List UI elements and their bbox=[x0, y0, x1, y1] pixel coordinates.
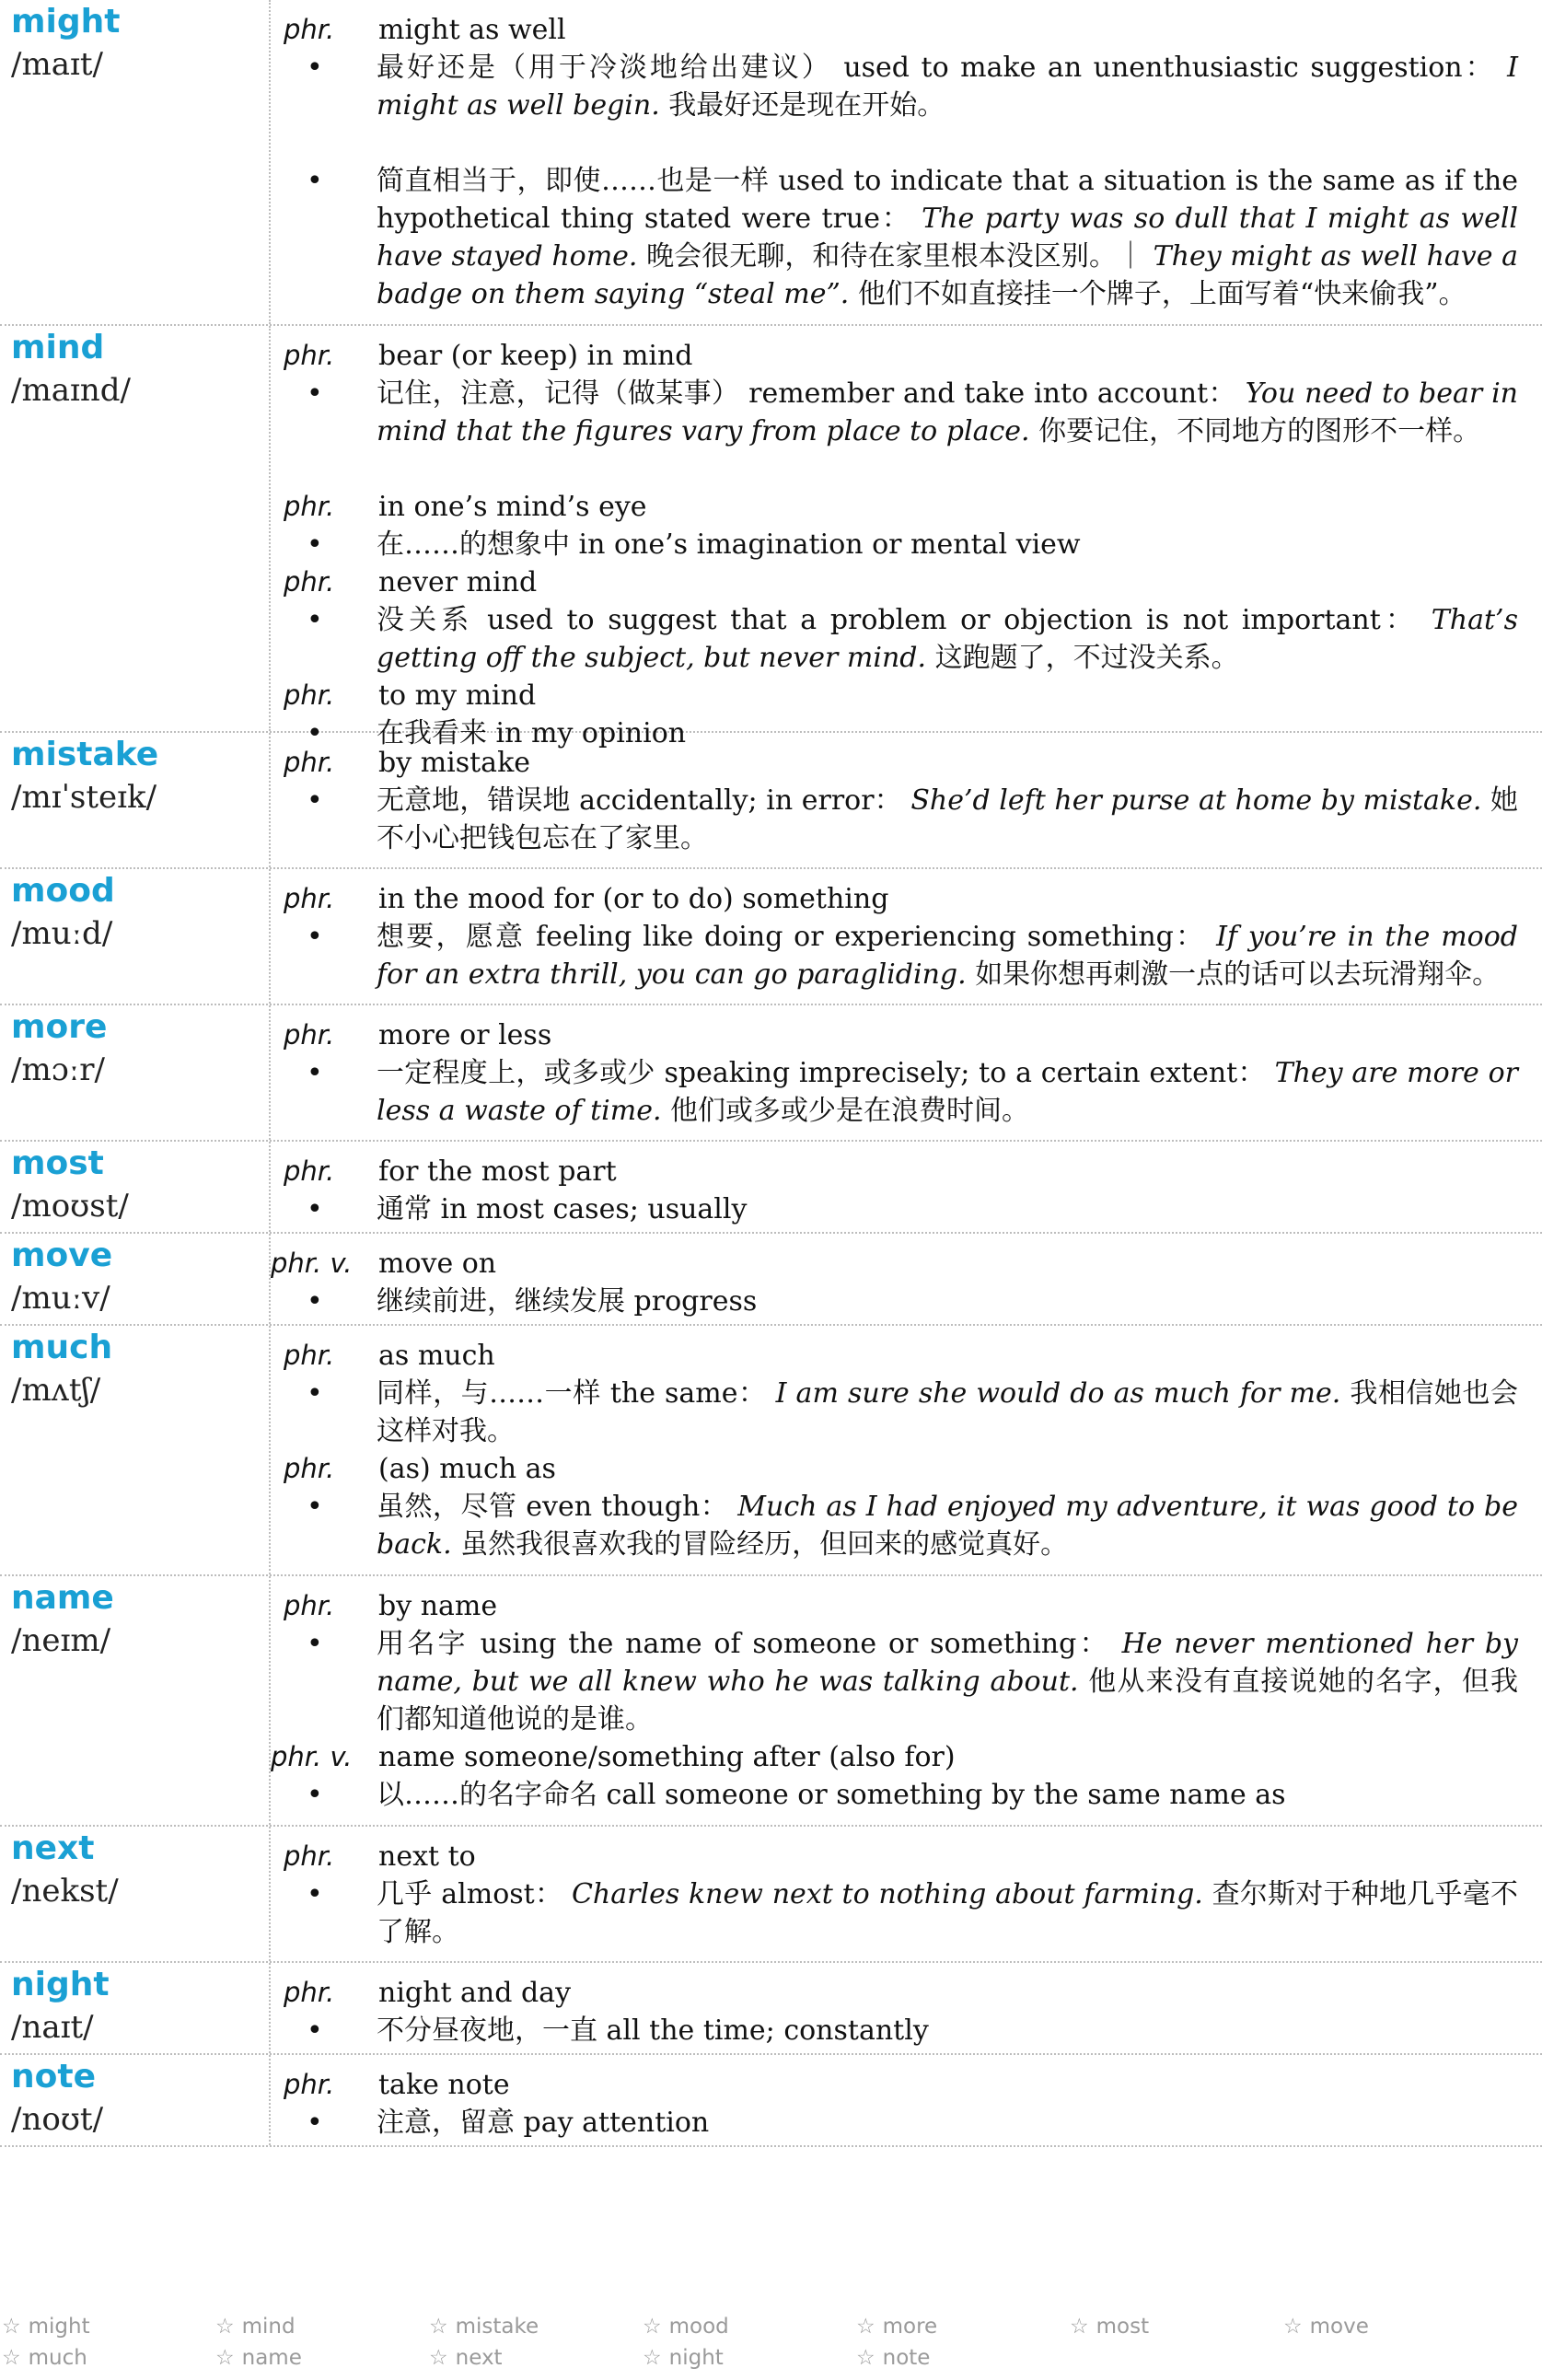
part-of-speech-label: phr. bbox=[284, 491, 335, 522]
pronunciation: /mʌtʃ/ bbox=[11, 1372, 101, 1409]
definition-zh: 一定程度上，或多或少 bbox=[377, 1057, 655, 1089]
index-link-next[interactable] bbox=[429, 2344, 503, 2372]
index-link-move[interactable] bbox=[1283, 2313, 1369, 2340]
example-zh: 他们或多或少是在浪费时间。 bbox=[670, 1095, 1030, 1127]
index-word: move bbox=[1309, 2315, 1369, 2339]
bullet-icon: • bbox=[307, 1628, 323, 1660]
bullet-icon: • bbox=[307, 2014, 323, 2047]
phrase-line bbox=[0, 880, 1542, 918]
part-of-speech-label: phr. bbox=[284, 1590, 335, 1621]
bullet-icon: • bbox=[307, 604, 323, 636]
phrase-line bbox=[0, 1245, 1542, 1283]
part-of-speech-label: phr. v. bbox=[271, 1248, 353, 1279]
part-of-speech-label: phr. bbox=[284, 1977, 335, 2008]
pronunciation: /muːv/ bbox=[11, 1280, 110, 1317]
phrase: in the mood for (or to do) something bbox=[378, 883, 889, 915]
definition bbox=[377, 1054, 1518, 1130]
example-zh: 她不小心把钱包忘在了家里。 bbox=[377, 784, 1518, 854]
example-en: The party was so dull that I might as well have stayed home. bbox=[377, 203, 1519, 273]
part-of-speech-label: phr. bbox=[284, 2069, 335, 2100]
definition-zh: 最好还是（用于冷淡地给出建议） bbox=[377, 52, 832, 84]
headword[interactable]: next bbox=[11, 1829, 95, 1867]
headword[interactable]: mistake bbox=[11, 736, 159, 773]
phrase-line bbox=[0, 563, 1542, 601]
phrase-line bbox=[0, 1337, 1542, 1375]
pronunciation: /naɪt/ bbox=[11, 2009, 94, 2046]
bullet-icon: • bbox=[307, 377, 323, 410]
pronunciation: /maɪnd/ bbox=[11, 372, 131, 409]
headword[interactable]: more bbox=[11, 1008, 108, 1046]
index-link-note[interactable] bbox=[856, 2344, 930, 2372]
phrase-line bbox=[0, 11, 1542, 49]
definition-zh: 无意地，错误地 bbox=[377, 784, 571, 817]
definition-en: speaking imprecisely; to a certain extent： bbox=[664, 1057, 1266, 1089]
phrase-line bbox=[0, 1153, 1542, 1190]
definition bbox=[377, 601, 1518, 677]
definition-en: using the name of someone or something： bbox=[480, 1628, 1110, 1660]
star-icon: ☆ bbox=[1070, 2315, 1089, 2339]
index-link-night[interactable] bbox=[643, 2344, 724, 2372]
entry-might bbox=[0, 0, 1542, 326]
headword[interactable]: might bbox=[11, 3, 121, 41]
definition-en: remember and take into account： bbox=[748, 377, 1236, 410]
definition-zh: 虽然，尽管 bbox=[377, 1491, 517, 1523]
bullet-icon: • bbox=[307, 717, 323, 749]
part-of-speech-label: phr. bbox=[284, 566, 335, 598]
example-zh: 你要记住，不同地方的图形不一样。 bbox=[1038, 415, 1481, 447]
headword[interactable]: mood bbox=[11, 872, 115, 910]
headword[interactable]: name bbox=[11, 1579, 114, 1617]
phrase: by mistake bbox=[378, 747, 530, 779]
entry-name bbox=[0, 1576, 1542, 1827]
definition bbox=[377, 375, 1518, 450]
phrase: (as) much as bbox=[378, 1453, 556, 1485]
definition-zh: 记住，注意，记得（做某事） bbox=[377, 377, 740, 410]
index-word: next bbox=[455, 2346, 503, 2370]
definition-zh: 在我看来 bbox=[377, 717, 487, 749]
index-link-more[interactable] bbox=[856, 2313, 937, 2340]
part-of-speech-label: phr. bbox=[284, 340, 335, 371]
definition bbox=[377, 1190, 1518, 1228]
index-link-name[interactable] bbox=[215, 2344, 302, 2372]
example-en: I might as well begin. bbox=[377, 52, 1518, 122]
bottom-word-index bbox=[0, 2313, 1542, 2380]
bullet-icon: • bbox=[307, 52, 323, 84]
definition bbox=[377, 526, 1518, 563]
definition-en: in one’s imagination or mental view bbox=[578, 528, 1081, 561]
entry-mood bbox=[0, 869, 1542, 1005]
definition bbox=[377, 1375, 1518, 1450]
definition-en: progress bbox=[633, 1285, 758, 1318]
phrase: name someone/something after (also for) bbox=[378, 1741, 956, 1773]
definition-en: in my opinion bbox=[495, 717, 687, 749]
index-word: more bbox=[882, 2315, 938, 2339]
index-word: mind bbox=[241, 2315, 296, 2339]
definition-zh: 以……的名字命名 bbox=[377, 1779, 597, 1811]
part-of-speech-label: phr. bbox=[284, 747, 335, 778]
definition bbox=[377, 918, 1518, 993]
example-zh: 我最好还是现在开始。 bbox=[668, 89, 945, 122]
pronunciation: /muːd/ bbox=[11, 915, 113, 952]
bullet-icon: • bbox=[307, 1491, 323, 1523]
definition-zh: 注意，留意 bbox=[377, 2107, 515, 2139]
pronunciation: /moʊst/ bbox=[11, 1188, 129, 1225]
bullet-icon: • bbox=[307, 1377, 323, 1410]
definition-zh: 简直相当于，即使……也是一样 bbox=[377, 165, 770, 197]
phrase: bear (or keep) in mind bbox=[378, 340, 693, 372]
star-icon: ☆ bbox=[643, 2346, 662, 2370]
bullet-icon: • bbox=[307, 784, 323, 817]
definition-en: even though： bbox=[526, 1491, 729, 1523]
star-icon: ☆ bbox=[215, 2346, 235, 2370]
phrase-line bbox=[0, 677, 1542, 714]
phrase: to my mind bbox=[378, 679, 537, 712]
headword[interactable]: note bbox=[11, 2058, 96, 2096]
phrase: by name bbox=[378, 1590, 498, 1622]
pronunciation: /noʊt/ bbox=[11, 2101, 104, 2138]
definition bbox=[377, 1875, 1518, 1951]
definition-en: in most cases; usually bbox=[440, 1193, 748, 1225]
example-en: She’d left her purse at home by mistake. bbox=[910, 784, 1482, 817]
phrase-line bbox=[0, 1974, 1542, 2012]
definition bbox=[377, 162, 1518, 313]
phrase: take note bbox=[378, 2069, 510, 2101]
index-word: mood bbox=[668, 2315, 729, 2339]
definition-zh: 通常 bbox=[377, 1193, 432, 1225]
bullet-icon: • bbox=[307, 528, 323, 561]
definition-zh: 不分昼夜地，一直 bbox=[377, 2014, 597, 2047]
entry-more bbox=[0, 1005, 1542, 1142]
phrase-line bbox=[0, 488, 1542, 526]
phrase-line bbox=[0, 1738, 1542, 1776]
phrase-line bbox=[0, 337, 1542, 375]
example-zh: 查尔斯对于种地几乎毫不了解。 bbox=[377, 1878, 1518, 1948]
phrase: never mind bbox=[378, 566, 538, 598]
phrase: might as well bbox=[378, 14, 566, 46]
definition-zh: 想要，愿意 bbox=[377, 921, 526, 953]
example-en: He never mentioned her by name, but we all knew who he was talking about. bbox=[377, 1628, 1518, 1698]
pronunciation: /neɪm/ bbox=[11, 1622, 111, 1659]
index-link-much[interactable] bbox=[2, 2344, 87, 2372]
headword[interactable]: much bbox=[11, 1329, 113, 1366]
definition-en: accidentally; in error： bbox=[579, 784, 902, 817]
definition bbox=[377, 1283, 1518, 1320]
phrase: as much bbox=[378, 1340, 495, 1372]
definition bbox=[377, 1625, 1518, 1738]
definition-zh: 在……的想象中 bbox=[377, 528, 570, 561]
phrase: more or less bbox=[378, 1019, 552, 1051]
entry-night bbox=[0, 1963, 1542, 2055]
entry-most bbox=[0, 1142, 1542, 1234]
entry-note bbox=[0, 2055, 1542, 2147]
definition-en: used to indicate that a situation is the same as if the hypothetical thing stated were true： bbox=[377, 165, 1518, 235]
example-zh: 他从来没有直接说她的名字，但我们都知道他说的是谁。 bbox=[377, 1666, 1518, 1736]
definition bbox=[377, 2012, 1518, 2049]
definition-en: the same： bbox=[609, 1377, 767, 1410]
example-zh: 虽然我很喜欢我的冒险经历，但回来的感觉真好。 bbox=[460, 1528, 1069, 1561]
example-zh: 我相信她也会这样对我。 bbox=[377, 1377, 1519, 1447]
definition-zh: 没关系 bbox=[377, 604, 474, 636]
example-en: That’s getting off the subject, but never mind. bbox=[377, 604, 1518, 674]
definition-zh: 继续前进，继续发展 bbox=[377, 1285, 625, 1318]
index-link-might[interactable] bbox=[2, 2313, 90, 2340]
headword[interactable]: move bbox=[11, 1236, 113, 1274]
bullet-icon: • bbox=[307, 1285, 323, 1318]
definition-en: used to suggest that a problem or objection is not important： bbox=[487, 604, 1419, 636]
index-word: night bbox=[668, 2346, 724, 2370]
index-word: much bbox=[28, 2346, 87, 2370]
index-word: mistake bbox=[455, 2315, 539, 2339]
definition bbox=[377, 49, 1518, 124]
part-of-speech-label: phr. bbox=[284, 679, 335, 711]
star-icon: ☆ bbox=[856, 2315, 875, 2339]
example-en: You need to bear in mind that the figures vary from place to place. bbox=[377, 377, 1518, 447]
bullet-icon: • bbox=[307, 1057, 323, 1089]
index-word: note bbox=[882, 2346, 931, 2370]
phrase: move on bbox=[378, 1248, 497, 1280]
phrase-line bbox=[0, 1016, 1542, 1054]
definition-zh: 同样，与……一样 bbox=[377, 1377, 601, 1410]
star-icon: ☆ bbox=[429, 2346, 448, 2370]
phrase: for the most part bbox=[378, 1155, 617, 1188]
pronunciation: /mɪˈsteɪk/ bbox=[11, 779, 157, 816]
definition-en: used to make an unenthusiastic suggestion： bbox=[843, 52, 1496, 84]
pronunciation: /nekst/ bbox=[11, 1873, 119, 1910]
index-word: name bbox=[241, 2346, 302, 2370]
part-of-speech-label: phr. v. bbox=[271, 1741, 353, 1772]
star-icon: ☆ bbox=[215, 2315, 235, 2339]
bullet-icon: • bbox=[307, 1878, 323, 1910]
example-en: If you’re in the mood for an extra thrill, you can go paragliding. bbox=[377, 921, 1518, 991]
example-en: Charles knew next to nothing about farming. bbox=[571, 1878, 1203, 1910]
star-icon: ☆ bbox=[1283, 2315, 1303, 2339]
definition bbox=[377, 1488, 1518, 1563]
example-zh: 如果你想再刺激一点的话可以去玩滑翔伞。 bbox=[975, 958, 1501, 991]
phrase-line bbox=[0, 1838, 1542, 1875]
part-of-speech-label: phr. bbox=[284, 1019, 335, 1051]
index-link-mistake[interactable] bbox=[429, 2313, 539, 2340]
phrase-line bbox=[0, 1587, 1542, 1625]
part-of-speech-label: phr. bbox=[284, 1453, 335, 1484]
index-word: might bbox=[28, 2315, 90, 2339]
definition bbox=[377, 1776, 1518, 1814]
entry-next bbox=[0, 1827, 1542, 1963]
star-icon: ☆ bbox=[643, 2315, 662, 2339]
part-of-speech-label: phr. bbox=[284, 14, 335, 45]
definition-en: feeling like doing or experiencing something： bbox=[536, 921, 1206, 953]
entry-move bbox=[0, 1234, 1542, 1326]
example-zh: 这跑题了，不过没关系。 bbox=[934, 642, 1239, 674]
example-en: Much as I had enjoyed my adventure, it was good to be back. bbox=[377, 1491, 1518, 1561]
index-link-mind[interactable] bbox=[215, 2313, 296, 2340]
part-of-speech-label: phr. bbox=[284, 1155, 335, 1187]
part-of-speech-label: phr. bbox=[284, 1840, 335, 1872]
example-en: I am sure she would do as much for me. bbox=[775, 1377, 1341, 1410]
entry-much bbox=[0, 1326, 1542, 1576]
example-zh: 他们不如直接挂一个牌子，上面写着“快来偷我”。 bbox=[857, 278, 1467, 310]
bullet-icon: • bbox=[307, 2107, 323, 2139]
example-en: They might as well have a badge on them saying “steal me”. bbox=[377, 240, 1518, 310]
definition-en: almost： bbox=[441, 1878, 563, 1910]
definition-en: call someone or something by the same name as bbox=[606, 1779, 1286, 1811]
part-of-speech-label: phr. bbox=[284, 883, 335, 914]
definition bbox=[377, 782, 1518, 857]
bullet-icon: • bbox=[307, 1779, 323, 1811]
phrase-line bbox=[0, 744, 1542, 782]
definition-en: pay attention bbox=[523, 2107, 710, 2139]
headword[interactable]: most bbox=[11, 1144, 104, 1182]
headword[interactable]: night bbox=[11, 1966, 110, 2003]
entry-mistake bbox=[0, 733, 1542, 869]
pronunciation: /mɔːr/ bbox=[11, 1051, 105, 1088]
part-of-speech-label: phr. bbox=[284, 1340, 335, 1371]
entry-mind bbox=[0, 326, 1542, 749]
phrase: night and day bbox=[378, 1977, 572, 2009]
index-link-most[interactable] bbox=[1070, 2313, 1149, 2340]
star-icon: ☆ bbox=[429, 2315, 448, 2339]
definition-zh: 几乎 bbox=[377, 1878, 433, 1910]
star-icon: ☆ bbox=[2, 2315, 21, 2339]
phrase-line bbox=[0, 2066, 1542, 2104]
bullet-icon: • bbox=[307, 165, 323, 197]
bullet-icon: • bbox=[307, 1193, 323, 1225]
definition-zh: 用名字 bbox=[377, 1628, 469, 1660]
phrase: next to bbox=[378, 1840, 476, 1873]
example-zh: 晚会很无聊，和待在家里根本没区别。｜ bbox=[646, 240, 1145, 273]
star-icon: ☆ bbox=[2, 2346, 21, 2370]
definition bbox=[377, 2104, 1518, 2142]
star-icon: ☆ bbox=[856, 2346, 875, 2370]
pronunciation: /maɪt/ bbox=[11, 46, 103, 83]
index-link-mood[interactable] bbox=[643, 2313, 729, 2340]
bullet-icon: • bbox=[307, 921, 323, 953]
phrase-line bbox=[0, 1450, 1542, 1488]
example-en: They are more or less a waste of time. bbox=[377, 1057, 1518, 1127]
headword[interactable]: mind bbox=[11, 329, 105, 366]
index-word: most bbox=[1096, 2315, 1150, 2339]
phrase: in one’s mind’s eye bbox=[378, 491, 647, 523]
definition-en: all the time; constantly bbox=[606, 2014, 929, 2047]
